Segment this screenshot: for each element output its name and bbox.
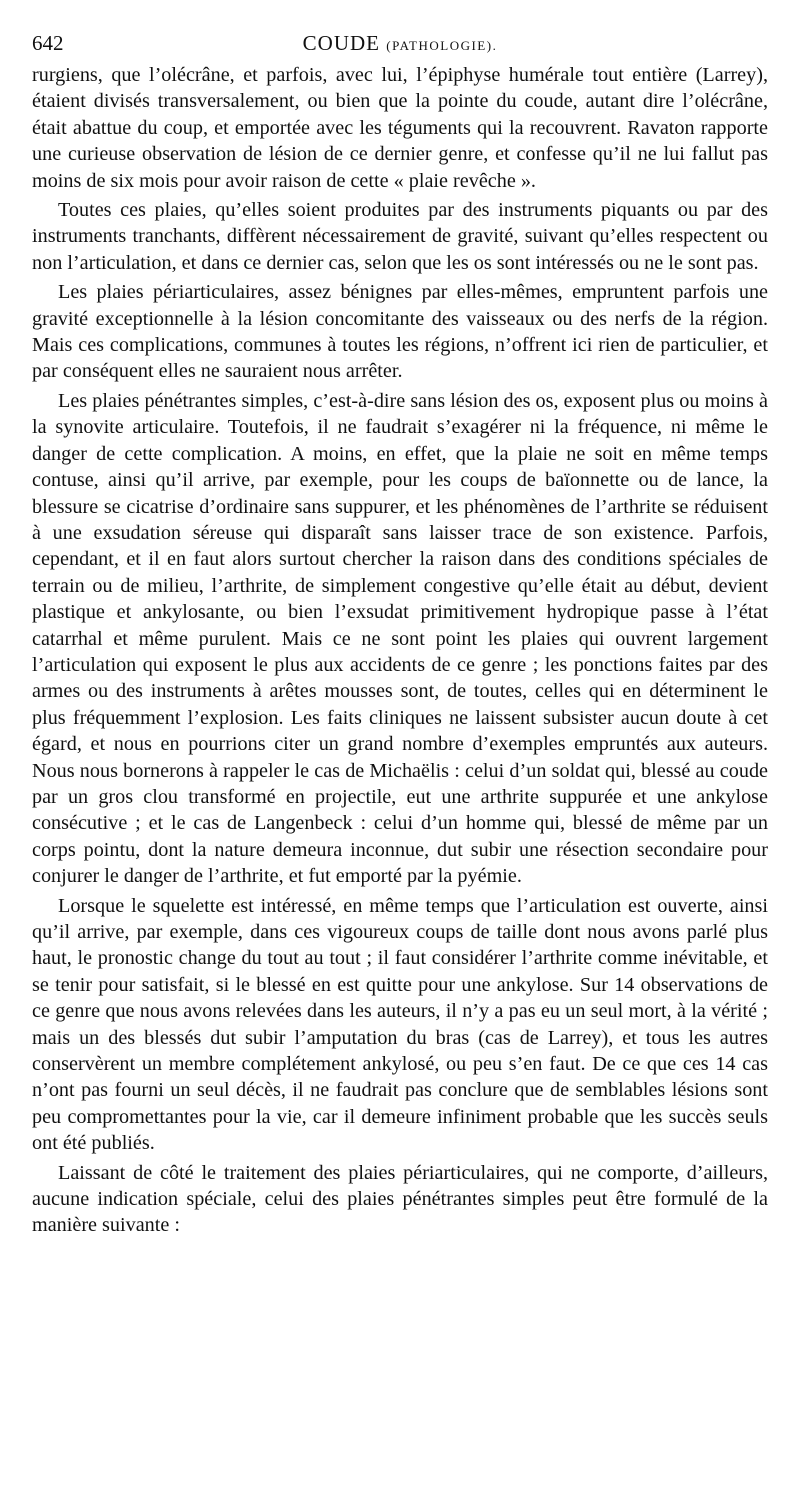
running-title bbox=[32, 28, 768, 61]
paragraph-continuation: rurgiens, que l’olécrâne, et parfois, avec lui, l’épiphyse humérale tout entière (Larrey), étaient divisés transversalement, ou bien que la pointe du coude, autant dire l’olécrâne, était abattue du coup, et emportée avec les téguments qui la recouvrent. Ravaton rapporte une curieuse observation de lésion de ce dernier genre, et confesse qu’il ne lui fallut pas moins de six mois pour avoir raison de cette « plaie revêche ». bbox=[32, 64, 768, 192]
paragraph: Toutes ces plaies, qu’elles soient produites par des instruments piquants ou par des instruments tranchants, diffèrent nécessairement de gravité, suivant qu’elles respectent ou non l’articulation, et dans ce dernier cas, selon que les os sont intéressés ou ne le sont pas. bbox=[32, 199, 768, 274]
paragraph: Les plaies périarticulaires, assez bénignes par elles-mêmes, empruntent parfois une gravité exceptionnelle à la lésion concomitante des vaisseaux ou des nerfs de la région. Mais ces complications, communes à toutes les régions, n’offrent ici rien de particulier, et par conséquent elles ne sauraient nous arrêter. bbox=[32, 281, 768, 383]
running-title-sub: (PATHOLOGIE). bbox=[386, 38, 498, 53]
paragraph: Les plaies pénétrantes simples, c’est-à-dire sans lésion des os, exposent plus ou moins à la synovite articulaire. Toutefois, il ne faudrait s’exagérer ni la fréquence, ni même le danger de cette complication. A moins, en effet, que la plaie ne soit en même temps contuse, ainsi qu’il arrive, par exemple, pour les coups de baïonnette ou de lance, la blessure se cicatrise d’ordinaire sans suppurer, et les phénomènes de l’arthrite se réduisent à une exsudation séreuse qui disparaît sans laisser trace de son existence. Parfois, cependant, et il en faut alors surtout chercher la raison dans des conditions spéciales de terrain ou de milieu, l’arthrite, de simplement congestive qu’elle était au début, devient plastique et ankylosante, ou bien l’exsudat primitivement hydropique passe à l’état catarrhal et même purulent. Mais ce ne sont point les plaies qui ouvrent largement l’articulation qui exposent le plus aux accidents de ce genre ; les ponctions faites par des armes ou des instruments à arêtes mousses sont, de toutes, celles qui en déterminent le plus fréquemment l’explosion. Les faits cliniques ne laissent subsister aucun doute à cet égard, et nous en pourrions citer un grand nombre d’exemples empruntés aux auteurs. Nous nous bornerons à rappeler le cas de Michaëlis : celui d’un soldat qui, blessé au coude par un gros clou transformé en projectile, eut une arthrite suppurée et une ankylose consécutive ; et le cas de Langenbeck : celui d’un homme qui, blessé de même par un corps pointu, dont la nature demeura inconnue, dut subir une résection secondaire pour conjurer le danger de l’arthrite, et fut emporté par la pyémie. bbox=[32, 389, 768, 888]
book-page bbox=[32, 28, 768, 1239]
paragraph: Lorsque le squelette est intéressé, en même temps que l’articulation est ouverte, ainsi qu’il arrive, par exemple, dans ces vigoureux coups de taille dont nous avons parlé plus haut, le pronostic change du tout au tout ; il faut considérer l’arthrite comme inévitable, et se tenir pour satisfait, si le blessé en est quitte pour une ankylose. Sur 14 observations de ce genre que nous avons relevées dans les auteurs, il n’y a pas eu un seul mort, à la vérité ; mais un des blessés dut subir l’amputation du bras (cas de Larrey), et tous les autres conservèrent un membre complétement ankylosé, ou peu s’en faut. De ce que ces 14 cas n’ont pas fourni un seul décès, il ne faudrait pas conclure que de semblables lésions sont peu compromettantes pour la vie, car il demeure infiniment probable que les succès seuls ont été publiés. bbox=[32, 894, 768, 1155]
paragraph: Laissant de côté le traitement des plaies périarticulaires, qui ne comporte, d’ailleurs, aucune indication spéciale, celui des plaies pénétrantes simples peut être formulé de la manière suivante : bbox=[32, 1161, 768, 1237]
running-title-main: COUDE bbox=[302, 31, 380, 55]
page-number: 642 bbox=[32, 31, 64, 55]
running-header bbox=[32, 28, 768, 58]
body-text bbox=[32, 62, 768, 1239]
